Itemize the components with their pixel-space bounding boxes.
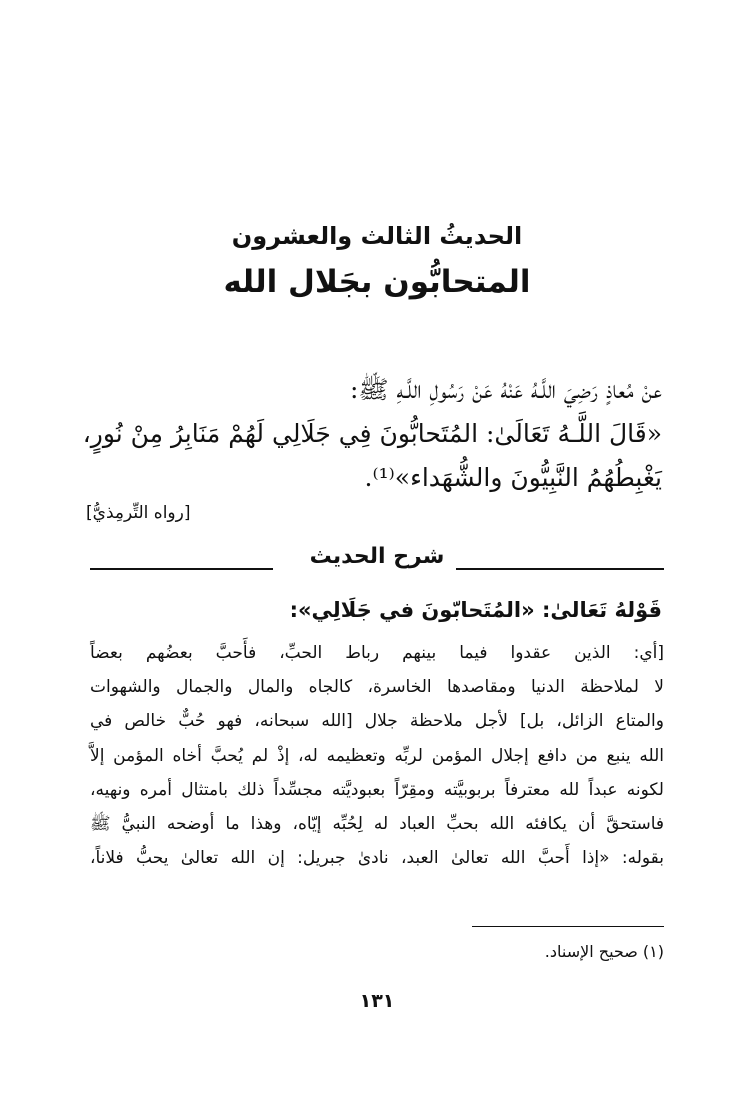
commentary-line-2: لا لملاحظة الدنيا ومقاصدها الخاسرة، كالجاه والمال والجمال والشهوات	[90, 677, 664, 698]
commentary-line-5: لكونه عبداً لله معترفاً بربوبيَّته ومقِرّاً بعبوديَّته مجسِّداً ذلك بامتثال أمره ونهيه،	[90, 779, 664, 800]
commentary-line-6: فاستحقَّ أن يكافئه الله بحبِّ العباد له لِحُبِّه إيّاه، وهذا ما أوضحه النبيُّ ﷺ	[90, 814, 664, 835]
narration-line-2: «قَالَ اللَّـهُ تَعَالَىٰ: المُتَحابُّونَ فِي جَلَالِي لَهُمْ مَنَابِرُ مِنْ نُورٍ،	[82, 419, 662, 448]
narration-line-3: يَغْبِطُهُمُ النَّبِيُّونَ والشُّهَداء»⁽¹⁾.	[364, 463, 662, 492]
page-number: ١٣١	[359, 990, 395, 1012]
commentary-line-7: بقوله: «إذا أَحبَّ الله تعالىٰ العبد، نادىٰ جبريل: إن الله تعالىٰ يحبُّ فلاناً،	[90, 848, 664, 869]
commentary-text	[90, 636, 664, 875]
commentary-section-header	[90, 544, 664, 584]
narration-line-1: عنْ مُعاذٍ رَضِيَ اللَّـهُ عَنْهُ عَنْ رَسُولِ اللَّـهِ ﷺ:	[349, 375, 662, 404]
section-rule-left	[90, 568, 273, 570]
hadith-number-heading: الحديثُ الثالث والعشرون	[231, 222, 523, 250]
footnote: (١) صحيح الإسناد.	[544, 942, 664, 961]
commentary-line-1: [أي: الذين عقدوا فيما بينهم رباط الحبِّ، فأَحبَّ بعضُهم بعضاً	[90, 643, 664, 663]
commentary-line-4: الله ينبع من دافع إجلال المؤمن لربِّه وتعظيمه له، إذْ لم يُحبَّ أخاه المؤمن إلاَّ	[90, 745, 664, 766]
hadith-title: المتحابُّون بجَلال الله	[223, 264, 531, 300]
commentary-line-3: والمتاع الزائل، بل] لأجل ملاحظة جلال [الله سبحانه، فهو حُبٌّ خالص في	[90, 711, 664, 732]
hadith-source: [رواه التِّرمِذيُّ]	[86, 503, 191, 523]
commentary-sub-heading: قَوْلهُ تَعَالىٰ: «المُتَحابّونَ في جَلَالِي»:	[289, 598, 662, 622]
footnote-separator	[472, 926, 664, 927]
hadith-text	[82, 368, 662, 500]
section-title: شرح الحديث	[309, 544, 445, 569]
